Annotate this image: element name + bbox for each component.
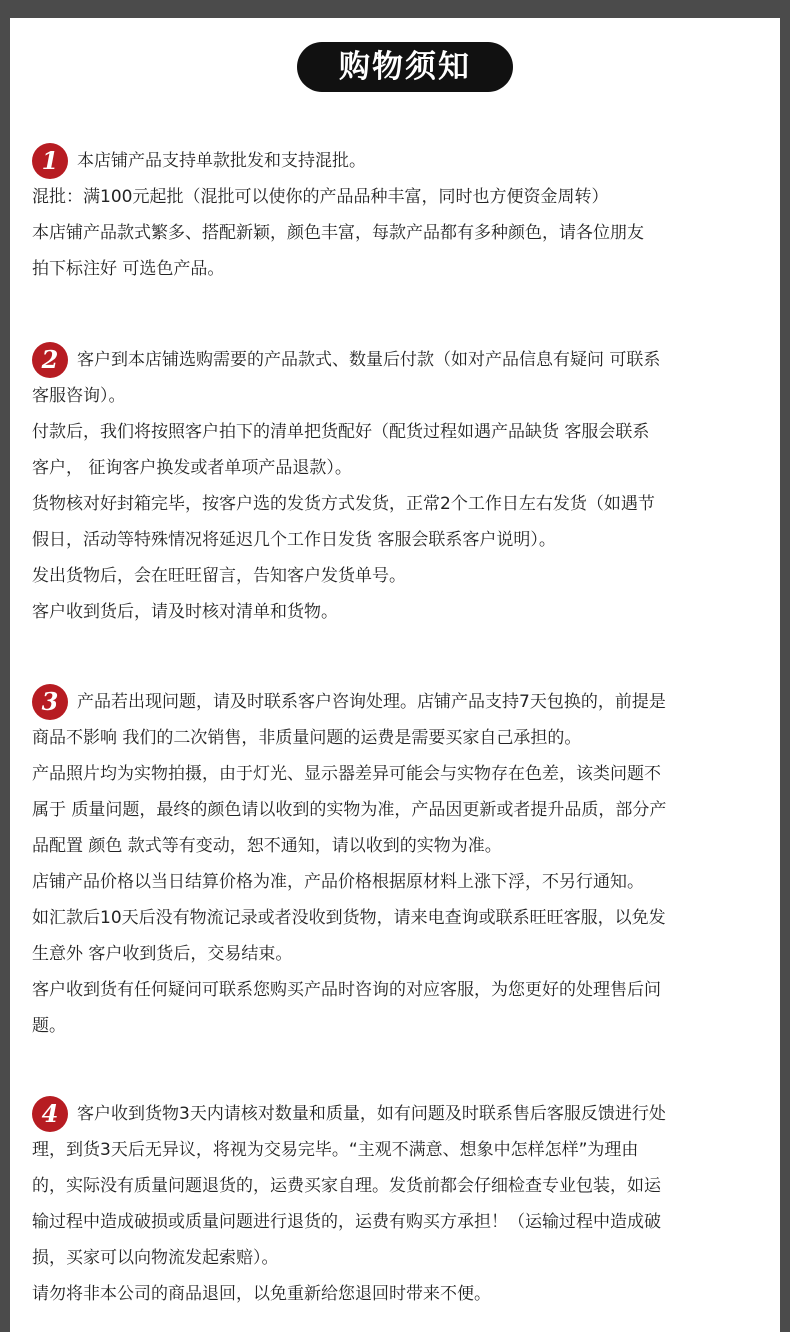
section-text: 产品照片均为实物拍摄，由于灯光、显示器差异可能会与实物存在色差，该类问题不 [32, 764, 661, 784]
section-text: 题。 [32, 1016, 66, 1036]
section-text: 混批：满100元起批（混批可以使你的产品品种丰富，同时也方便资金周转） [32, 187, 609, 207]
section-first-line [32, 684, 772, 720]
section-first-line [32, 143, 772, 179]
section-first-line [32, 1096, 772, 1132]
section-text: 客服咨询）。 [32, 386, 126, 406]
section-text: 付款后，我们将按照客户拍下的清单把货配好（配货过程如遇产品缺货 客服会联系 [32, 422, 650, 442]
section-text: 的，实际没有质量问题退货的，运费买家自理。发货前都会仔细检查专业包装，如运 [32, 1176, 661, 1196]
section-text: 客户， 征询客户换发或者单项产品退款）。 [32, 458, 352, 478]
section-text: 发出货物后，会在旺旺留言，告知客户发货单号。 [32, 566, 406, 586]
section-text: 本店铺产品支持单款批发和支持混批。 [77, 151, 366, 171]
section-text: 如汇款后10天后没有物流记录或者没收到货物，请来电查询或联系旺旺客服，以免发 [32, 908, 666, 928]
section-text: 商品不影响 我们的二次销售，非质量问题的运费是需要买家自己承担的。 [32, 728, 582, 748]
section-text: 输过程中造成破损或质量问题进行退货的，运费有购买方承担！（运输过程中造成破 [32, 1212, 661, 1232]
number-badge-icon: 1 [32, 143, 68, 179]
section-text: 客户收到货有任何疑问可联系您购买产品时咨询的对应客服，为您更好的处理售后问 [32, 980, 661, 1000]
number-badge-icon: 3 [32, 684, 68, 720]
section-text: 理，到货3天后无异议，将视为交易完毕。“主观不满意、想象中怎样怎样”为理由 [32, 1140, 639, 1160]
section-2 [32, 342, 772, 630]
section-text: 假日，活动等特殊情况将延迟几个工作日发货 客服会联系客户说明）。 [32, 530, 556, 550]
section-text: 客户到本店铺选购需要的产品款式、数量后付款（如对产品信息有疑问 可联系 [77, 350, 661, 370]
section-text: 请勿将非本公司的商品退回，以免重新给您退回时带来不便。 [32, 1284, 491, 1304]
section-text: 本店铺产品款式繁多、搭配新颖，颜色丰富，每款产品都有多种颜色，请各位朋友 [32, 223, 644, 243]
section-text: 客户收到货后，请及时核对清单和货物。 [32, 602, 338, 622]
notice-panel [10, 18, 780, 1332]
section-text: 损，买家可以向物流发起索赔）。 [32, 1248, 279, 1268]
section-text: 店铺产品价格以当日结算价格为准，产品价格根据原材料上涨下浮，不另行通知。 [32, 872, 644, 892]
section-4 [32, 1096, 772, 1312]
section-text: 客户收到货物3天内请核对数量和质量，如有问题及时联系售后客服反馈进行处 [77, 1104, 666, 1124]
page-title: 购物须知 [297, 42, 513, 92]
section-3 [32, 684, 772, 1044]
section-first-line [32, 342, 772, 378]
section-text: 属于 质量问题，最终的颜色请以收到的实物为准，产品因更新或者提升品质，部分产 [32, 800, 667, 820]
section-1 [32, 143, 772, 287]
number-badge-icon: 4 [32, 1096, 68, 1132]
section-text: 品配置 颜色 款式等有变动，恕不通知，请以收到的实物为准。 [32, 836, 502, 856]
number-badge-icon: 2 [32, 342, 68, 378]
section-text: 货物核对好封箱完毕，按客户选的发货方式发货，正常2个工作日左右发货（如遇节 [32, 494, 655, 514]
section-text: 拍下标注好 可选色产品。 [32, 259, 225, 279]
section-text: 产品若出现问题，请及时联系客户咨询处理。店铺产品支持7天包换的，前提是 [77, 692, 666, 712]
section-text: 生意外 客户收到货后，交易结束。 [32, 944, 293, 964]
